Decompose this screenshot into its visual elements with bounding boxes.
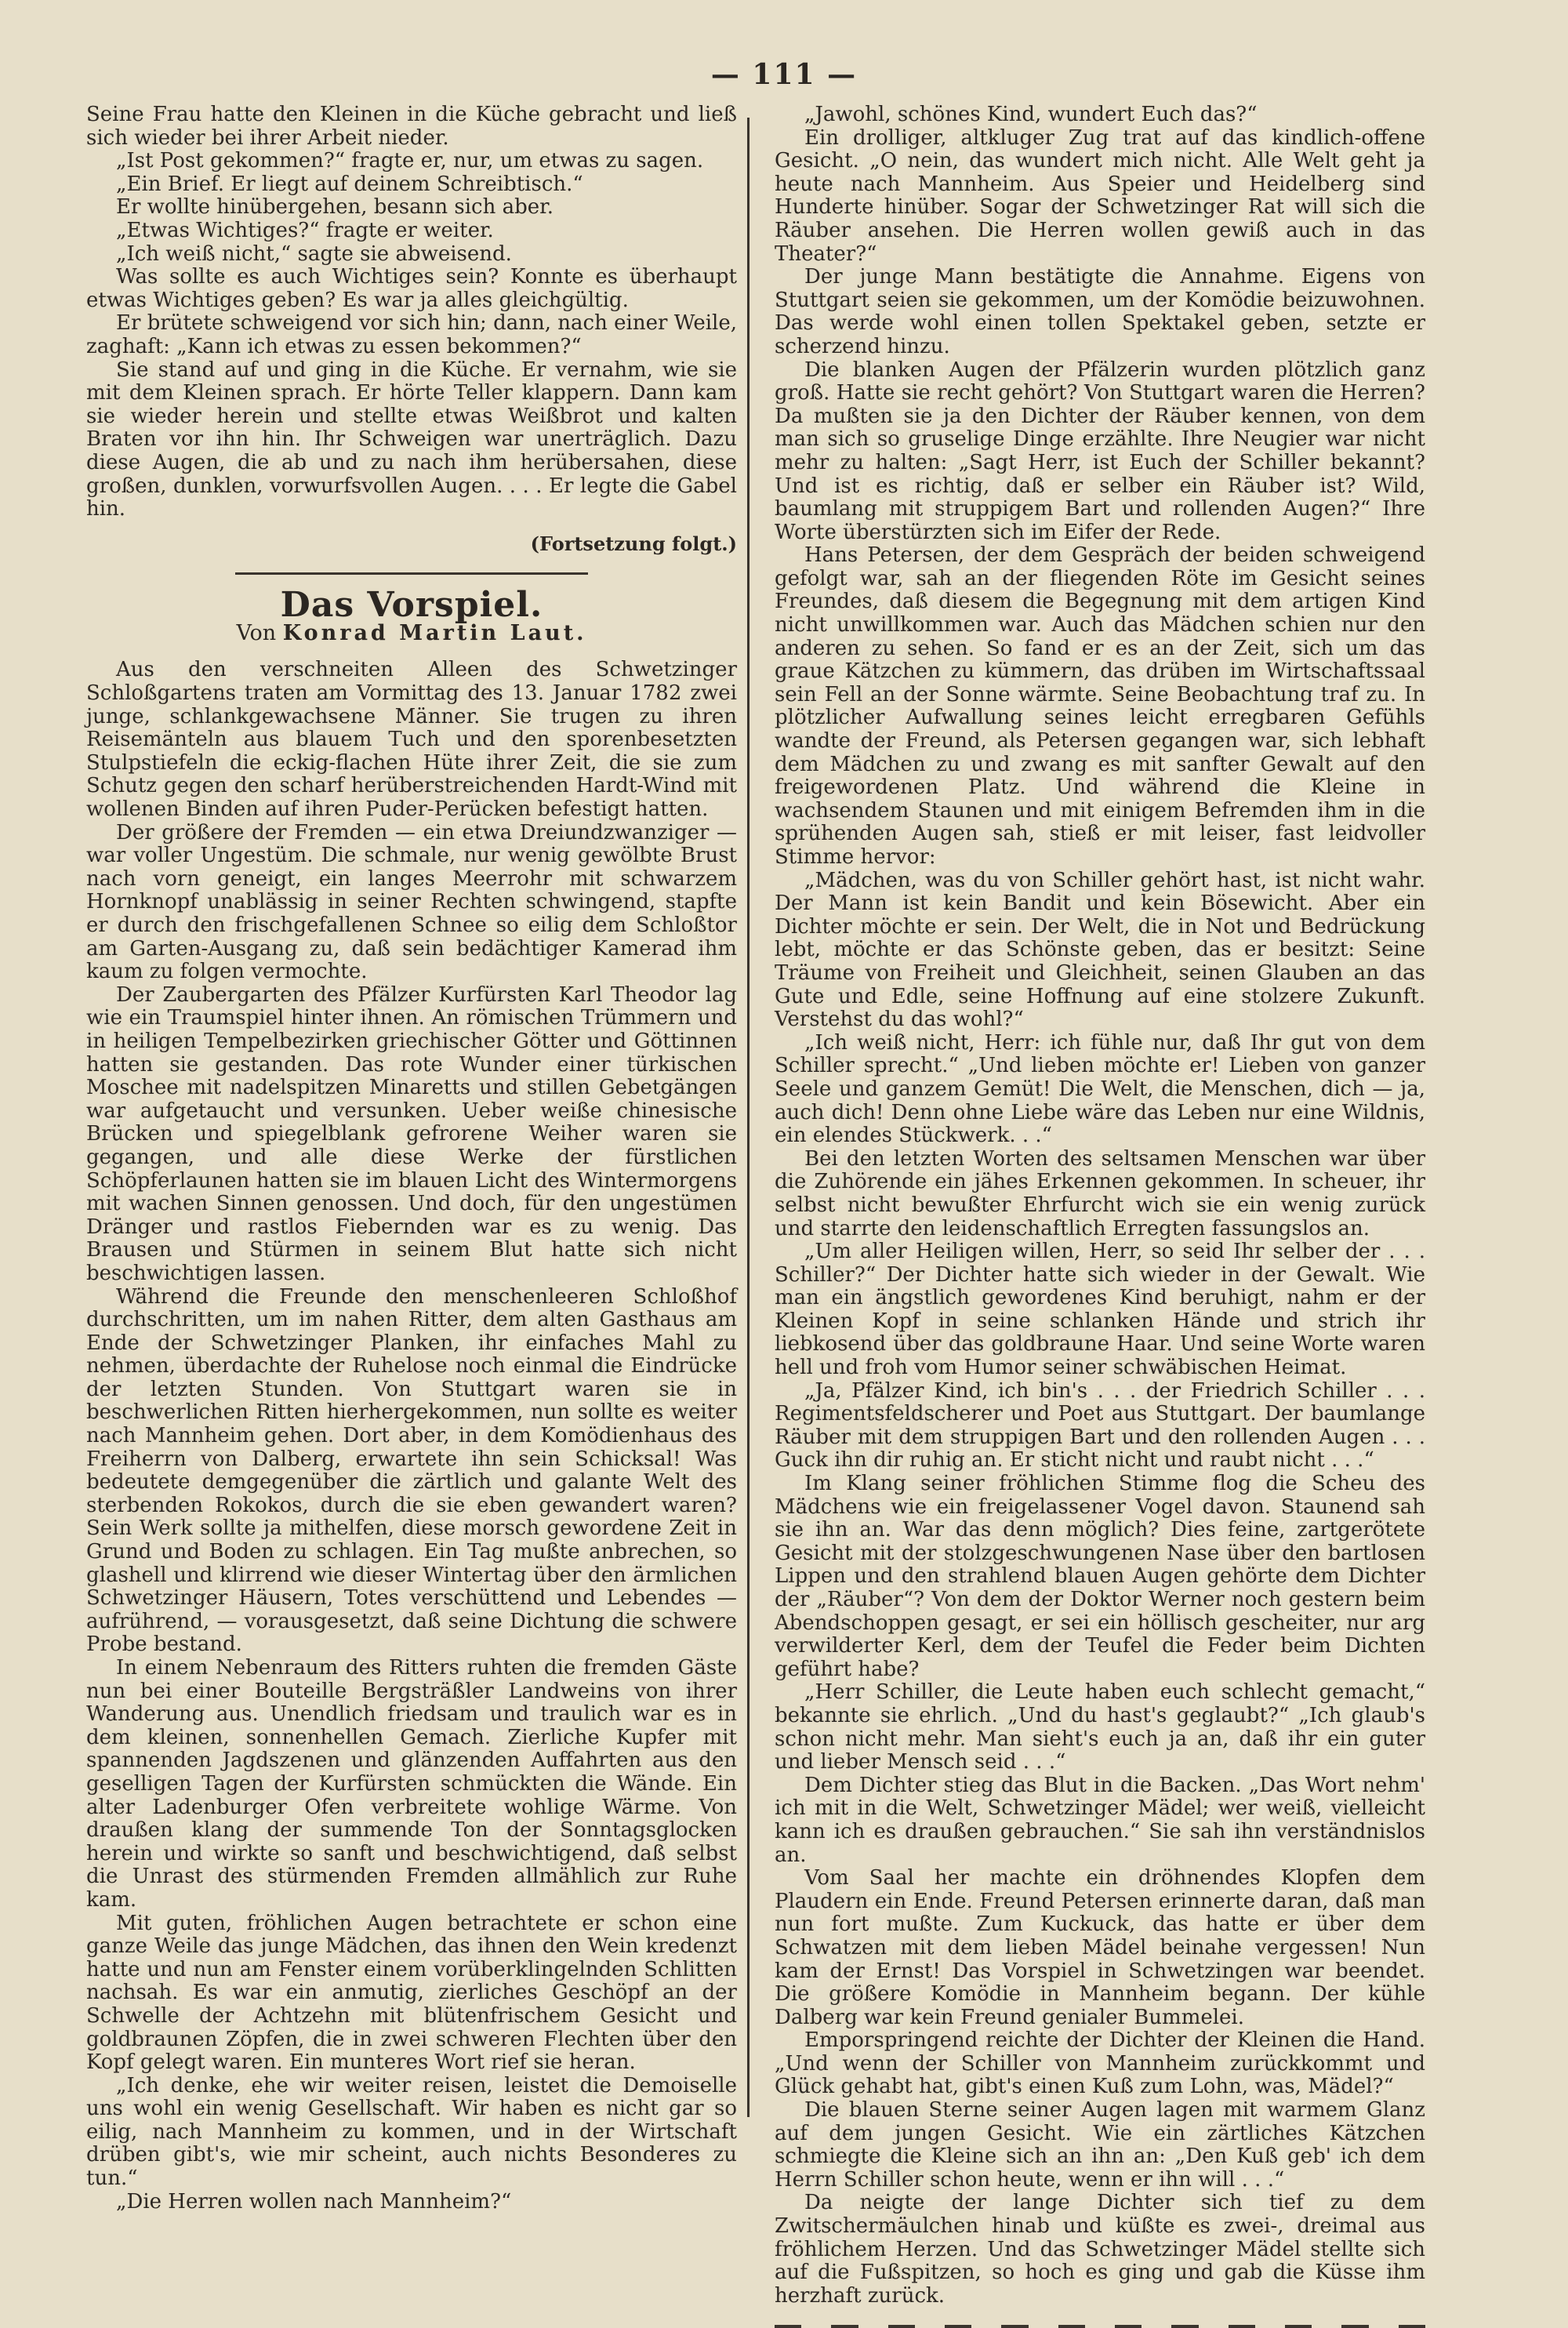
- story-paragraph: „Ich weiß nicht, Herr: ich fühle nur, daß Ihr gut von dem Schiller sprecht.“ „Und lieben möchte er! Lieben von ganzer Seele und ganzem Gemüt! Die Welt, die Menschen, dich — ja, auch dich! Denn ohne Liebe wäre das Leben nur eine Wildnis, ein elendes Stückwerk. . .“: [775, 1030, 1425, 1148]
- story-paragraph: „Ja, Pfälzer Kind, ich bin's . . . der Friedrich Schiller . . . Regimentsfeldscherer und Poet aus Stuttgart. Der baumlange Räuber mit dem struppigen Bart und den rollenden Augen . . . Guck ihn dir ruhig an. Er sticht nicht und raubt nicht . . .“: [775, 1378, 1425, 1473]
- story-paragraph: Während die Freunde den menschenleeren Schloßhof durchschritten, um im nahen Ritter, dem alten Gasthaus am Ende der Schwetzinger Planken, ihr einfaches Mahl zu nehmen, überdachte der Ruhelose noch einmal die Eindrücke der letzten Stunden. Von Stuttgart waren sie in beschwerlichen Ritten hierhergekommen, nun sollte es weiter nach Mannheim gehen. Dort aber, in dem Komödienhaus des Freiherrn von Dalberg, erwartete ihn sein Schicksal! Was bedeutete demgegenüber die zärtlich und galante Welt des sterbenden Rokokos, durch die sie eben gewandert waren? Sein Werk sollte ja mithelfen, diese morsch gewordene Zeit in Grund und Boden zu schlagen. Ein Tag mußte anbrechen, so glashell und klirrend wie dieser Wintertag über den ärmlichen Schwetzinger Häusern, Totes verschüttend und Lebendes — aufrührend, — vorausgesetzt, daß seine Dichtung die schwere Probe bestand.: [86, 1284, 737, 1657]
- story-paragraph: Die blauen Sterne seiner Augen lagen mit warmem Glanz auf dem jungen Gesicht. Wie ein zärtliches Kätzchen schmiegte die Kleine sich an ihn an: „Den Kuß geb' ich dem Herrn Schiller schon heute, wenn er ihn will . . .“: [775, 2098, 1425, 2192]
- story-paragraph: Der junge Mann bestätigte die Annahme. Eigens von Stuttgart seien sie gekommen, um der Komödie beizuwohnen. Das werde wohl einen tollen Spektakel geben, setzte er scherzend hinzu.: [775, 265, 1425, 358]
- story-paragraph: „Herr Schiller, die Leute haben euch schlecht gemacht,“ bekannte sie ehrlich. „Und du hast's geglaubt?“ „Ich glaub's schon nicht mehr. Man sieht's euch ja an, daß ihr ein guter und lieber Mensch seid . . .“: [775, 1680, 1425, 1774]
- serial-paragraph: Seine Frau hatte den Kleinen in die Küche gebracht und ließ sich wieder bei ihrer Arbeit nieder.: [86, 103, 737, 150]
- story-paragraph: Im Klang seiner fröhlichen Stimme flog die Scheu des Mädchens wie ein freigelassener Vogel davon. Staunend sah sie ihn an. War das denn möglich? Dies feine, zartgerötete Gesicht mit der stolzgeschwungenen Nase über den bartlosen Lippen und den strahlend blauen Augen gehörte dem Dichter der „Räuber“? Von dem der Doktor Werner noch gestern beim Abendschoppen gesagt, er sei ein höllisch gescheiter, nur arg verwilderter Kerl, dem der Teufel die Feder beim Dichten geführt habe?: [775, 1472, 1425, 1681]
- story-paragraph: Ein drolliger, altkluger Zug trat auf das kindlich-offene Gesicht. „O nein, das wundert mich nicht. Alle Welt geht ja heute nach Mannheim. Aus Speier und Heidelberg sind Hunderte hinüber. Sogar der Schwetzinger Rat will sich die Räuber ansehen. Die Herren wollen gewiß auch in das Theater?“: [775, 125, 1425, 266]
- serial-paragraph: „Ist Post gekommen?“ fragte er, nur, um etwas zu sagen.: [116, 149, 704, 173]
- title-divider: [235, 572, 588, 575]
- story-paragraph: Bei den letzten Worten des seltsamen Menschen war über die Zuhörende ein jähes Erkennen gekommen. In scheuer, ihr selbst nicht bewußter Ehrfurcht wich sie ein wenig zurück und starrte den leidenschaftlich Erregten fassungslos an.: [775, 1146, 1425, 1240]
- story-paragraph: Hans Petersen, der dem Gespräch der beiden schweigend gefolgt war, sah an der fliegenden Röte im Gesicht seines Freundes, daß diesem die Begegnung mit dem artigen Kind nicht unwillkommen war. Auch das Mädchen schien nur den anderen zu sehen. So fand er es an der Zeit, sich um das graue Kätzchen zu kümmern, das drüben im Wirtschaftssaal sein Fell an der Sonne wärmte. Seine Beobachtung traf zu. In plötzlicher Aufwallung seines leicht erregbaren Gefühls wandte der Freund, als Petersen gegangen war, sich lebhaft dem Mädchen zu und zwang es mit sanfter Gewalt auf den freigewordenen Platz. Und während die Kleine in wachsendem Staunen und mit einigem Befremden ihm in die sprühenden Augen sah, stieß er mit leiser, fast leidvoller Stimme hervor:: [775, 543, 1425, 869]
- story-paragraph: Die blanken Augen der Pfälzerin wurden plötzlich ganz groß. Hatte sie recht gehört? Von Stuttgart waren die Herren? Da mußten sie ja den Dichter der Räuber kennen, von dem man sich so gruselige Dinge erzählte. Ihre Neugier war nicht mehr zu halten: „Sagt Herr, ist Euch der Schiller bekannt? Und ist es richtig, daß er selber ein Räuber ist? Wild, baumlang mit struppigem Bart und rollenden Augen?“ Ihre Worte überstürzten sich im Eifer der Rede.: [775, 358, 1425, 544]
- left-column: [86, 104, 737, 2214]
- story-paragraph: „Ich denke, ehe wir weiter reisen, leistet die Demoiselle uns wohl ein wenig Gesellschaft. Wir haben es nicht gar so eilig, nach Mannheim zu kommen, und in der Wirtschaft drüben gibt's, wie mir scheint, auch nichts Besonderes zu tun.“: [86, 2073, 737, 2191]
- story-paragraph: „Die Herren wollen nach Mannheim?“: [116, 2189, 512, 2214]
- story-paragraph: In einem Nebenraum des Ritters ruhten die fremden Gäste nun bei einer Bouteille Bergsträßler Landweins von ihrer Wanderung aus. Unendlich friedsam und traulich war es in dem kleinen, sonnenhellen Gemach. Zierliche Kupfer mit spannenden Jagdszenen und glänzenden Auffahrten aus den geselligen Tagen der Kurfürsten schmückten die Wände. Ein alter Ladenburger Ofen verbreitete wohlige Wärme. Von draußen klang der summende Ton der Sonntagsglocken herein und wirkte so sanft und beschwichtigend, daß selbst die Unrast des stürmenden Fremden allmählich zur Ruhe kam.: [86, 1656, 737, 1912]
- story-paragraph: Aus den verschneiten Alleen des Schwetzinger Schloßgartens traten am Vormittag des 13. Januar 1782 zwei junge, schlankgewachsene Männer. Sie trugen zu ihren Reisemänteln aus blauem Tuch und den sporenbesetzten Stulpstiefeln die eckig-flachen Hüte ihrer Zeit, die sie zum Schutz gegen den scharf herüberstreichenden Hardt-Wind mit wollenen Binden auf ihren Puder-Perücken befestigt hatten.: [86, 658, 737, 822]
- story-title: Das Vorspiel.: [280, 585, 543, 626]
- column-divider: [747, 118, 750, 2117]
- story-paragraph: Emporspringend reichte der Dichter der Kleinen die Hand. „Und wenn der Schiller von Mannheim zurückkommt und Glück gehabt hat, gibt's einen Kuß zum Lohn, was, Mädel?“: [775, 2028, 1425, 2099]
- serial-paragraph: Sie stand auf und ging in die Küche. Er vernahm, wie sie mit dem Kleinen sprach. Er hörte Teller klappern. Dann kam sie wieder herein und stellte etwas Weißbrot und kalten Braten vor ihn hin. Ihr Schweigen war unerträglich. Dazu diese Augen, die ab und zu nach ihm herübersahen, diese großen, dunklen, vorwurfsvollen Augen. . . . Er legte die Gabel hin.: [86, 358, 737, 521]
- story-paragraph: Da neigte der lange Dichter sich tief zu dem Zwitschermäulchen hinab und küßte es zwei-, dreimal aus fröhlichem Herzen. Und das Schwetzinger Mädel stellte sich auf die Fußspitzen, so hoch es ging und gab die Küsse ihm herzhaft zurück.: [775, 2191, 1425, 2308]
- page-number: — 111 —: [710, 58, 858, 91]
- story-paragraph: „Mädchen, was du von Schiller gehört hast, ist nicht wahr. Der Mann ist kein Bandit und kein Bösewicht. Aber ein Dichter möchte er sein. Der Welt, die in Not und Bedrückung lebt, möchte er das Schönste geben, das er besitzt: Seine Träume von Freiheit und Gleichheit, seinen Glauben an das Gute und Edle, seine Hoffnung auf eine stolzere Zukunft. Verstehst du das wohl?“: [775, 868, 1425, 1032]
- byline: [86, 622, 737, 645]
- serial-paragraph: „Ich weiß nicht,“ sagte sie abweisend.: [116, 242, 512, 266]
- serial-paragraph: „Etwas Wichtiges?“ fragte er weiter.: [116, 218, 494, 242]
- story-paragraph: „Um aller Heiligen willen, Herr, so seid Ihr selber der . . . Schiller?“ Der Dichter hatte sich wieder in der Gewalt. Wie man ein ängstlich gewordenes Kind beruhigt, nahm er der Kleinen Kopf in seine schlanken Hände und strich ihr liebkosend über das goldbraune Haar. Und seine Worte waren hell und froh vom Humor seiner schwäbischen Heimat.: [775, 1240, 1425, 1380]
- serial-paragraph: Er wollte hinübergehen, besann sich aber.: [116, 195, 554, 220]
- end-rule: [775, 2325, 1425, 2328]
- story-paragraph: „Jawohl, schönes Kind, wundert Euch das?“: [804, 103, 1258, 126]
- continued-note: (Fortsetzung folgt.): [530, 532, 737, 555]
- serial-paragraph: Was sollte es auch Wichtiges sein? Konnte es überhaupt etwas Wichtiges geben? Es war ja alles gleichgültig.: [86, 265, 737, 312]
- story-paragraph: Vom Saal her machte ein dröhnendes Klopfen dem Plaudern ein Ende. Freund Petersen erinnerte daran, daß man nun fort mußte. Zum Kuckuck, das hatte er über dem Schwatzen mit dem lieben Mädel beinahe vergessen! Nun kam der Ernst! Das Vorspiel in Schwetzingen war beendet. Die größere Komödie in Mannheim begann. Der kühle Dalberg war kein Freund genialer Bummelei.: [775, 1866, 1425, 2029]
- story-paragraph: Dem Dichter stieg das Blut in die Backen. „Das Wort nehm' ich mit in die Welt, Schwetzinger Mädel; wer weiß, vielleicht kann ich es draußen gebrauchen.“ Sie sah ihn verständnislos an.: [775, 1773, 1425, 1867]
- story-paragraph: Der Zaubergarten des Pfälzer Kurfürsten Karl Theodor lag wie ein Traumspiel hinter ihnen. An römischen Trümmern und in heiligen Tempelbezirken griechischer Götter und Göttinnen hatten sie gestanden. Das rote Wunder einer türkischen Moschee mit nadelspitzen Minaretts und stillen Gebetgängen war aufgetaucht und versunken. Ueber weiße chinesische Brücken und spiegelblank gefrorene Weiher waren sie gegangen, und alle diese Werke der fürstlichen Schöpferlaunen hatten sie im blauen Licht des Wintermorgens mit wachen Sinnen genossen. Und doch, für den ungestümen Dränger und rastlos Fiebernden war es zu wenig. Das Brausen und Stürmen in seinem Blut hatte sich nicht beschwichtigen lassen.: [86, 982, 737, 1285]
- byline-prefix: Von: [236, 620, 277, 645]
- story-paragraph: Der größere der Fremden — ein etwa Dreiundzwanziger — war voller Ungestüm. Die schmale, nur wenig gewölbte Brust nach vorn geneigt, ein langes Meerrohr mit schwarzem Hornknopf unablässig in seiner Rechten schwingend, stapfte er durch den frischgefallenen Schnee so eilig dem Schloßtor am Garten-Ausgang zu, daß sein bedächtiger Kamerad ihm kaum zu folgen vermochte.: [86, 820, 737, 984]
- story-paragraph: Mit guten, fröhlichen Augen betrachtete er schon eine ganze Weile das junge Mädchen, das ihnen den Wein kredenzt hatte und nun am Fenster einem vorüberklingelnden Schlitten nachsah. Es war ein anmutig, zierliches Geschöpf an der Schwelle der Achtzehn mit blütenfrischem Gesicht und goldbraunen Zöpfen, die in zwei schweren Flechten über den Kopf gelegt waren. Ein munteres Wort rief sie heran.: [86, 1911, 737, 2075]
- serial-paragraph: „Ein Brief. Er liegt auf deinem Schreibtisch.“: [116, 172, 583, 196]
- right-column: [775, 104, 1425, 2328]
- byline-author: Konrad Martin Laut.: [282, 620, 587, 645]
- serial-paragraph: Er brütete schweigend vor sich hin; dann, nach einer Weile, zaghaft: „Kann ich etwas zu essen bekommen?“: [86, 311, 737, 358]
